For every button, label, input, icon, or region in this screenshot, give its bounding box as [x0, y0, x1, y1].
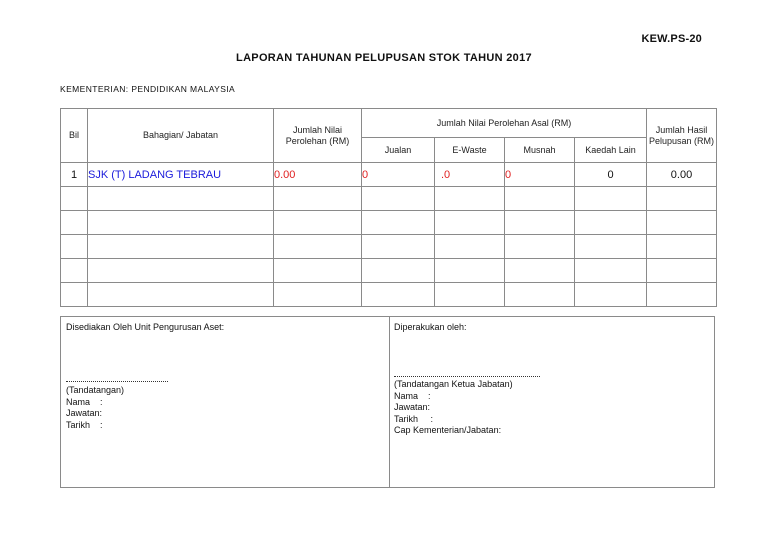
cell-jualan — [362, 259, 435, 283]
cell-bahagian — [88, 187, 274, 211]
table-row — [61, 259, 717, 283]
position-label: Jawatan: — [394, 402, 431, 412]
ministry-label: KEMENTERIAN: PENDIDIKAN MALAYSIA — [60, 84, 236, 94]
header-jualan: Jualan — [362, 138, 435, 163]
header-jumlah-nilai: Jumlah Nilai Perolehan (RM) — [274, 109, 362, 163]
cell-ewaste — [435, 235, 505, 259]
cell-kaedah-lain — [575, 211, 647, 235]
cell-jumlah-nilai — [274, 187, 362, 211]
cell-hasil — [647, 283, 717, 307]
cell-kaedah-lain — [575, 259, 647, 283]
cell-ewaste — [435, 259, 505, 283]
position-label: Jawatan: — [66, 408, 103, 418]
cell-bil — [61, 259, 88, 283]
cell-ewaste: .0 — [435, 163, 505, 187]
cell-hasil — [647, 259, 717, 283]
cell-bahagian — [88, 211, 274, 235]
cell-jualan — [362, 187, 435, 211]
prepared-by-heading: Disediakan Oleh Unit Pengurusan Aset: — [66, 322, 225, 332]
cell-ewaste — [435, 211, 505, 235]
cell-ewaste — [435, 187, 505, 211]
disposal-table — [60, 108, 717, 307]
signature-label: (Tandatangan) — [66, 385, 125, 395]
cell-bahagian — [88, 259, 274, 283]
cell-musnah — [505, 235, 575, 259]
cell-musnah — [505, 187, 575, 211]
table-row — [61, 211, 717, 235]
cell-bil: 1 — [61, 163, 88, 187]
form-code: KEW.PS-20 — [641, 33, 702, 45]
cell-jualan — [362, 235, 435, 259]
signature-line — [66, 381, 168, 382]
cell-jumlah-nilai: 0.00 — [274, 163, 362, 187]
cell-musnah — [505, 259, 575, 283]
approved-by-heading: Diperakukan oleh: — [394, 322, 467, 332]
header-kaedah-lain: Kaedah Lain — [575, 138, 647, 163]
cell-bahagian: SJK (T) LADANG TEBRAU — [88, 163, 274, 187]
name-label: Nama : — [394, 390, 431, 401]
prepared-by-panel — [61, 317, 390, 487]
date-label: Tarikh : — [66, 419, 103, 430]
cell-hasil: 0.00 — [647, 163, 717, 187]
cell-kaedah-lain — [575, 187, 647, 211]
cell-bil — [61, 235, 88, 259]
header-ewaste: E-Waste — [435, 138, 505, 163]
table-row — [61, 163, 717, 187]
cell-bahagian — [88, 283, 274, 307]
cell-hasil — [647, 187, 717, 211]
cell-kaedah-lain — [575, 283, 647, 307]
header-jumlah-hasil: Jumlah Hasil Pelupusan (RM) — [647, 109, 717, 163]
report-title: LAPORAN TAHUNAN PELUPUSAN STOK TAHUN 2017 — [236, 52, 532, 64]
cell-bil — [61, 283, 88, 307]
cell-jumlah-nilai — [274, 211, 362, 235]
cell-musnah: 0 — [505, 163, 575, 187]
table-row — [61, 235, 717, 259]
header-musnah: Musnah — [505, 138, 575, 163]
cell-kaedah-lain: 0 — [575, 163, 647, 187]
cell-ewaste — [435, 283, 505, 307]
header-bahagian: Bahagian/ Jabatan — [88, 109, 274, 163]
cell-bil — [61, 187, 88, 211]
header-jumlah-nilai-asal: Jumlah Nilai Perolehan Asal (RM) — [362, 109, 647, 138]
table-row — [61, 283, 717, 307]
stamp-label: Cap Kementerian/Jabatan: — [394, 425, 502, 435]
signature-label: (Tandatangan Ketua Jabatan) — [394, 379, 513, 389]
cell-jumlah-nilai — [274, 259, 362, 283]
date-label: Tarikh : — [394, 413, 434, 424]
cell-musnah — [505, 211, 575, 235]
cell-kaedah-lain — [575, 235, 647, 259]
cell-jualan — [362, 211, 435, 235]
cell-bahagian — [88, 235, 274, 259]
cell-jualan: 0 — [362, 163, 435, 187]
name-label: Nama : — [66, 396, 103, 407]
cell-jumlah-nilai — [274, 235, 362, 259]
approved-by-panel — [389, 317, 715, 487]
signature-line — [394, 376, 540, 377]
table-row — [61, 187, 717, 211]
signature-section — [60, 316, 715, 488]
cell-jualan — [362, 283, 435, 307]
cell-bil — [61, 211, 88, 235]
cell-musnah — [505, 283, 575, 307]
cell-jumlah-nilai — [274, 283, 362, 307]
cell-hasil — [647, 235, 717, 259]
cell-hasil — [647, 211, 717, 235]
header-bil: Bil — [61, 109, 88, 163]
